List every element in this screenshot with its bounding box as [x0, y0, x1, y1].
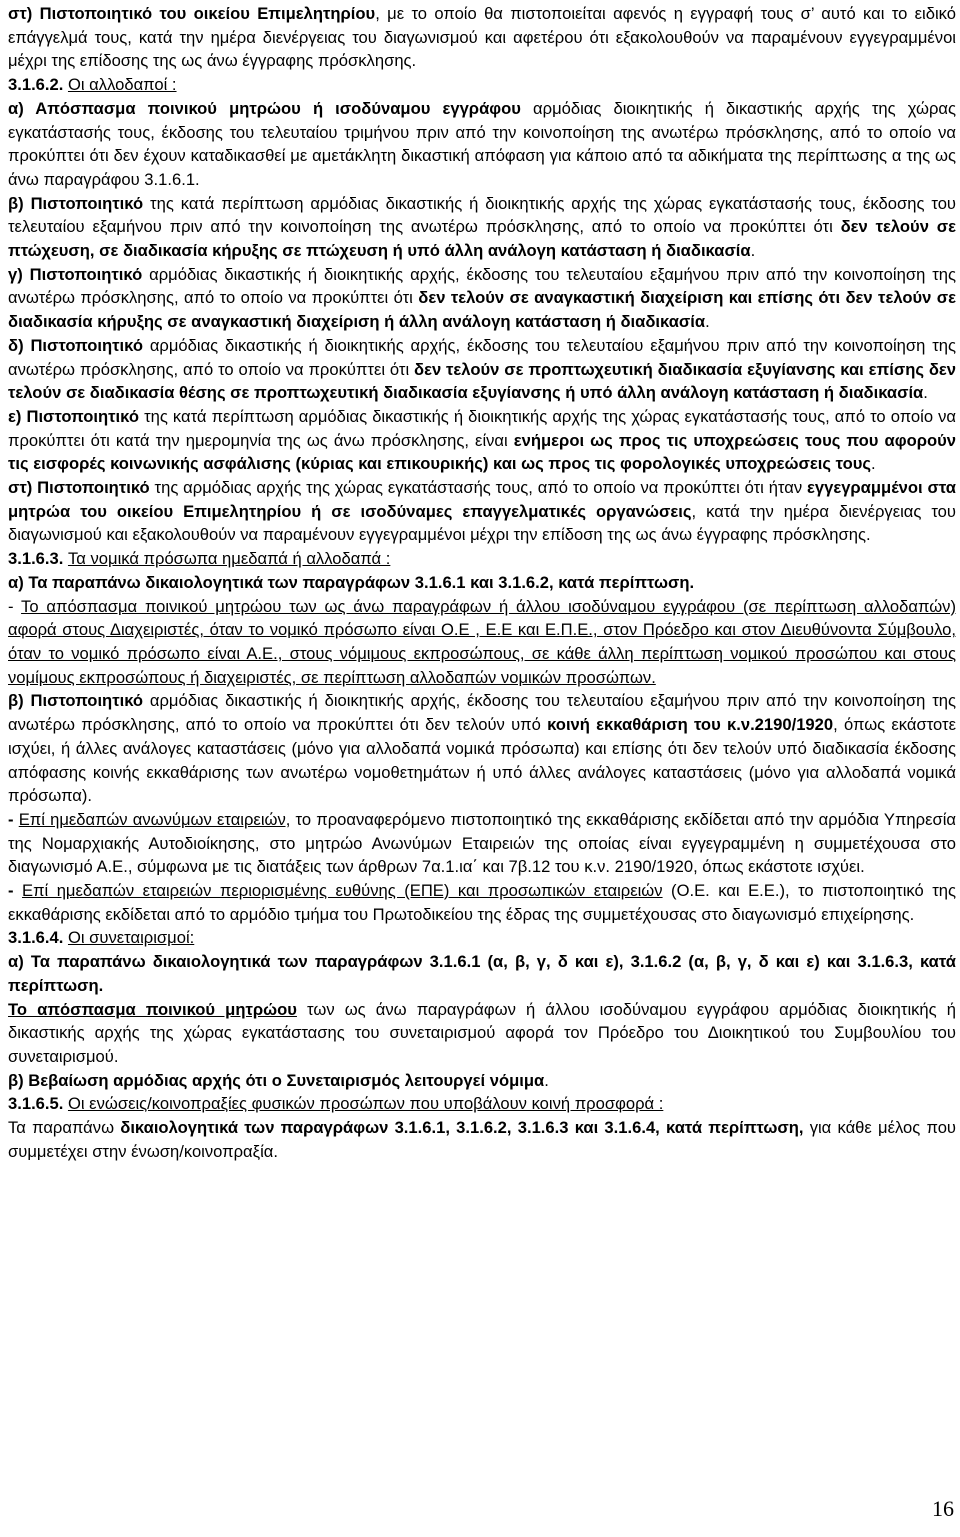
text-run: αρμόδιας δικαστικής ή διοικητικής αρχής, έκδοσης του τελευταίου εξαμήνου πριν από την κοινοποίηση της ανωτέρω πρόσκλησης, από το οποίο να προκύπτει ότι	[8, 264, 956, 308]
text-run: κοινή εκκαθάριση του κ.ν.2190/1920	[547, 715, 834, 735]
document-page	[8, 2, 956, 1163]
text-run: -	[8, 809, 19, 829]
text-run: β) Πιστοποιητικό	[8, 193, 144, 213]
paragraph	[8, 1116, 956, 1163]
paragraph	[8, 926, 956, 950]
text-run: Επί ημεδαπών ανωνύμων εταιρειών,	[18, 809, 291, 829]
text-run: στ) Πιστοποιητικό του οικείου Επιμελητηρίου	[8, 4, 376, 23]
paragraph	[8, 547, 956, 571]
text-run: Οι αλλοδαποί :	[67, 75, 177, 95]
text-run: της αρμόδιας αρχής της χώρας εγκατάστασής τους, από το οποίο να προκύπτει ότι ήταν	[149, 478, 807, 498]
text-run: Επί ημεδαπών εταιρειών περιορισμένης ευθύνης (ΕΠΕ) και προσωπικών εταιρειών	[22, 881, 663, 901]
text-run: , όπως εκάστοτε ισχύει, ή άλλες ανάλογες καταστάσεις (μόνο για αλλοδαπά νομικά πρόσωπα) και επίσης ότι δεν τελούν υπό διαδικασία έκδοσης απόφασης κοινής εκκαθάρισης των ανωτέρω νομοθετημάτων ή υπό άλλες ανάλογες καταστάσεις (μόνο για αλλοδαπά νομικά πρόσωπα).	[8, 715, 956, 806]
text-run: (Ο.Ε. και Ε.Ε.), το πιστοποιητικό της εκκαθάρισης εκδίδεται από το αρμόδιο τμήμα του Πρωτοδικείου της έδρας της συμμετέχουσας στο διαγωνισμό επιχείρησης.	[8, 881, 956, 924]
text-run: δεν τελούν σε πτώχευση, σε διαδικασία κήρυξης σε πτώχευση ή υπό άλλη ανάλογη κατάσταση ή διαδικασία	[8, 217, 956, 261]
text-run: α) Τα παραπάνω δικαιολογητικά των παραγράφων 3.1.6.1 και 3.1.6.2, κατά περίπτωση.	[8, 572, 695, 592]
text-run: 3.1.6.5.	[8, 1094, 68, 1114]
text-run: Το απόσπασμα ποινικού μητρώου των ως άνω παραγράφων ή άλλου ισοδύναμου εγγράφου (σε περίπτωση αλλοδαπών) αφορά στους Διαχειριστές, όταν το νομικό πρόσωπο είναι Ο.Ε , Ε.Ε και Ε.Π.Ε., στον Πρόεδρο και στον Διευθύνοντα Σύμβουλο, όταν το νομικό πρόσωπο είναι Α.Ε., στους νόμιμους εκπροσώπους, σε κάθε άλλη περίπτωση νομικού προσώπου και στους νομίμους εκπροσώπους ή διαχειριστές, σε περίπτωση αλλοδαπών νομικών προσώπων.	[8, 596, 956, 687]
text-run: ε) Πιστοποιητικό	[8, 406, 140, 426]
text-run: των ως άνω παραγράφων ή άλλου ισοδύναμου εγγράφου αρμόδιας διοικητικής ή δικαστικής αρχής της χώρας εγκατάστασης του συνεταιρισμού αφορά τον Πρόεδρο του Διοικητικού του Συμβουλίου του συνεταιρισμού.	[8, 999, 956, 1066]
text-run: Τα νομικά πρόσωπα ημεδαπά ή αλλοδαπά :	[67, 549, 391, 569]
text-run: β) Βεβαίωση αρμόδιας αρχής ότι ο Συνεταιρισμός λειτουργεί νόμιμα	[8, 1070, 545, 1090]
text-run: Οι συνεταιρισμοί:	[67, 928, 195, 948]
text-run: 3.1.6.2.	[8, 75, 68, 95]
text-run: γ) Πιστοποιητικό	[8, 264, 143, 284]
paragraph	[8, 879, 956, 926]
text-run: αρμόδιας δικαστικής ή διοικητικής αρχής, έκδοσης του τελευταίου εξαμήνου πριν από την κοινοποίηση της ανωτέρω πρόσκλησης, από το οποίο να προκύπτει ότι	[8, 335, 956, 379]
paragraph	[8, 595, 956, 690]
text-run: .	[705, 312, 710, 332]
text-run: δεν τελούν σε αναγκαστική διαχείριση και επίσης ότι δεν τελούν σε διαδικασία κήρυξης σε αναγκαστική διαχείριση ή άλλη ανάλογη κατάσταση ή διαδικασία	[8, 288, 956, 332]
paragraph	[8, 263, 956, 334]
text-run: Τα παραπάνω	[8, 1118, 121, 1138]
text-run: .	[871, 454, 876, 474]
text-run: της κατά περίπτωση αρμόδιας δικαστικής ή διοικητικής αρχής της χώρας εγκατάστασής τους, από το οποίο να προκύπτει ότι κατά την ημερομηνία της ως άνω πρόσκλησης, είναι	[8, 406, 957, 450]
paragraph	[8, 1092, 956, 1116]
paragraph	[8, 950, 956, 997]
text-run: 3.1.6.3.	[8, 549, 68, 569]
text-run: αρμόδιας δικαστικής ή διοικητικής αρχής, έκδοσης του τελευταίου εξαμήνου πριν από την κοινοποίηση της ανωτέρω πρόσκλησης, από το οποίο να προκύπτει ότι δεν τελούν υπό	[8, 691, 956, 735]
text-run: το προαναφερόμενο πιστοποιητικό της εκκαθάρισης εκδίδεται από την αρμόδια Υπηρεσία της Νομαρχιακής Αυτοδιοίκησης, στο μητρώο Ανωνύμων Εταιρειών της οποίας είναι εγγεγραμμένη η συμμετέχουσα στο διαγωνισμό Α.Ε., σύμφωνα με τις διατάξεις των άρθρων 7α.1.ια΄ και 7β.12 του κ.ν. 2190/1920, όπως εκάστοτε ισχύει.	[8, 809, 956, 877]
paragraph	[8, 192, 956, 263]
text-run: ενήμεροι ως προς τις υποχρεώσεις τους που αφορούν τις εισφορές κοινωνικής ασφάλισης (κύριας και επικουρικής) και ως προς τις φορολογικές υποχρεώσεις τους	[8, 430, 956, 474]
text-run: Οι ενώσεις/κοινοπραξίες φυσικών προσώπων που υποβάλουν κοινή προσφορά :	[67, 1094, 664, 1114]
page-number: 16	[932, 1496, 954, 1521]
paragraph	[8, 1069, 956, 1093]
text-run: 3.1.6.4.	[8, 928, 68, 948]
text-run: δεν τελούν σε προπτωχευτική διαδικασία εξυγίανσης και επίσης δεν τελούν σε διαδικασία θέσης σε προπτωχευτική διαδικασία εξυγίανσης ή υπό άλλη ανάλογη κατάσταση ή διαδικασία	[8, 359, 956, 403]
paragraph	[8, 476, 956, 547]
text-run: για κάθε μέλος που συμμετέχει στην ένωση/κοινοπραξία.	[8, 1118, 956, 1161]
paragraph	[8, 2, 956, 73]
paragraph	[8, 571, 956, 595]
paragraph	[8, 405, 956, 476]
text-run: , με το οποίο θα πιστοποιείται αφενός η εγγραφή τους σ’ αυτό και το ειδικό επάγγελμά τους, κατά την ημέρα διενέργειας του διαγωνισμού και αφετέρου ότι εξακολουθούν να παραμένουν εγγεγραμμένοι μέχρι της επίδοσης της ως άνω έγγραφης πρόσκλησης.	[8, 4, 956, 71]
paragraph	[8, 689, 956, 808]
text-run: .	[544, 1070, 549, 1090]
paragraph	[8, 97, 956, 192]
text-run: της κατά περίπτωση αρμόδιας δικαστικής ή διοικητικής αρχής της χώρας εγκατάστασής τους, έκδοσης του τελευταίου εξαμήνου πριν από την κοινοποίηση της ανωτέρω πρόσκλησης, από το οποίο να προκύπτει ότι	[8, 193, 956, 237]
text-run: β) Πιστοποιητικό	[8, 691, 144, 711]
text-run: -	[8, 881, 23, 901]
text-run: δικαιολογητικά των παραγράφων 3.1.6.1, 3.1.6.2, 3.1.6.3 και 3.1.6.4, κατά περίπτωση,	[120, 1118, 804, 1138]
text-run: στ) Πιστοποιητικό	[8, 478, 150, 498]
text-run: Το απόσπασμα ποινικού μητρώου	[8, 999, 297, 1019]
text-run: .	[923, 383, 928, 403]
text-run: , κατά την ημέρα διενέργειας του διαγωνισμού και εξακολουθούν να παραμένουν εγγεγραμμένοι μέχρι την επίδοση της ως άνω έγγραφης πρόσκλησης.	[8, 501, 956, 545]
text-run: εγγεγραμμένοι στα μητρώα του οικείου Επιμελητηρίου ή σε ισοδύναμες επαγγελματικές οργανώσεις	[8, 478, 956, 521]
paragraph	[8, 73, 956, 97]
text-run: α) Απόσπασμα ποινικού μητρώου ή ισοδύναμου εγγράφου	[8, 98, 521, 118]
text-run: α) Τα παραπάνω δικαιολογητικά των παραγράφων 3.1.6.1 (α, β, γ, δ και ε), 3.1.6.2 (α, β, γ, δ και ε) και 3.1.6.3, κατά περίπτωση.	[8, 952, 956, 995]
text-run: δ) Πιστοποιητικό	[8, 335, 143, 355]
text-run: .	[750, 241, 756, 261]
paragraph	[8, 808, 956, 879]
text-run: αρμόδιας διοικητικής ή δικαστικής αρχής της χώρας εγκατάστασής τους, έκδοσης του τελευταίου τριμήνου πριν από την κοινοποίηση της ανωτέρω πρόσκλησης, από το οποίο να προκύπτει ότι δεν έχουν καταδικασθεί με αμετάκλητη δικαστική απόφαση για κάποιο από τα αδικήματα της περίπτωσης α της ως άνω παραγράφου 3.1.6.1.	[8, 98, 956, 189]
paragraph	[8, 334, 956, 405]
paragraph	[8, 998, 956, 1069]
text-run: -	[8, 596, 22, 616]
